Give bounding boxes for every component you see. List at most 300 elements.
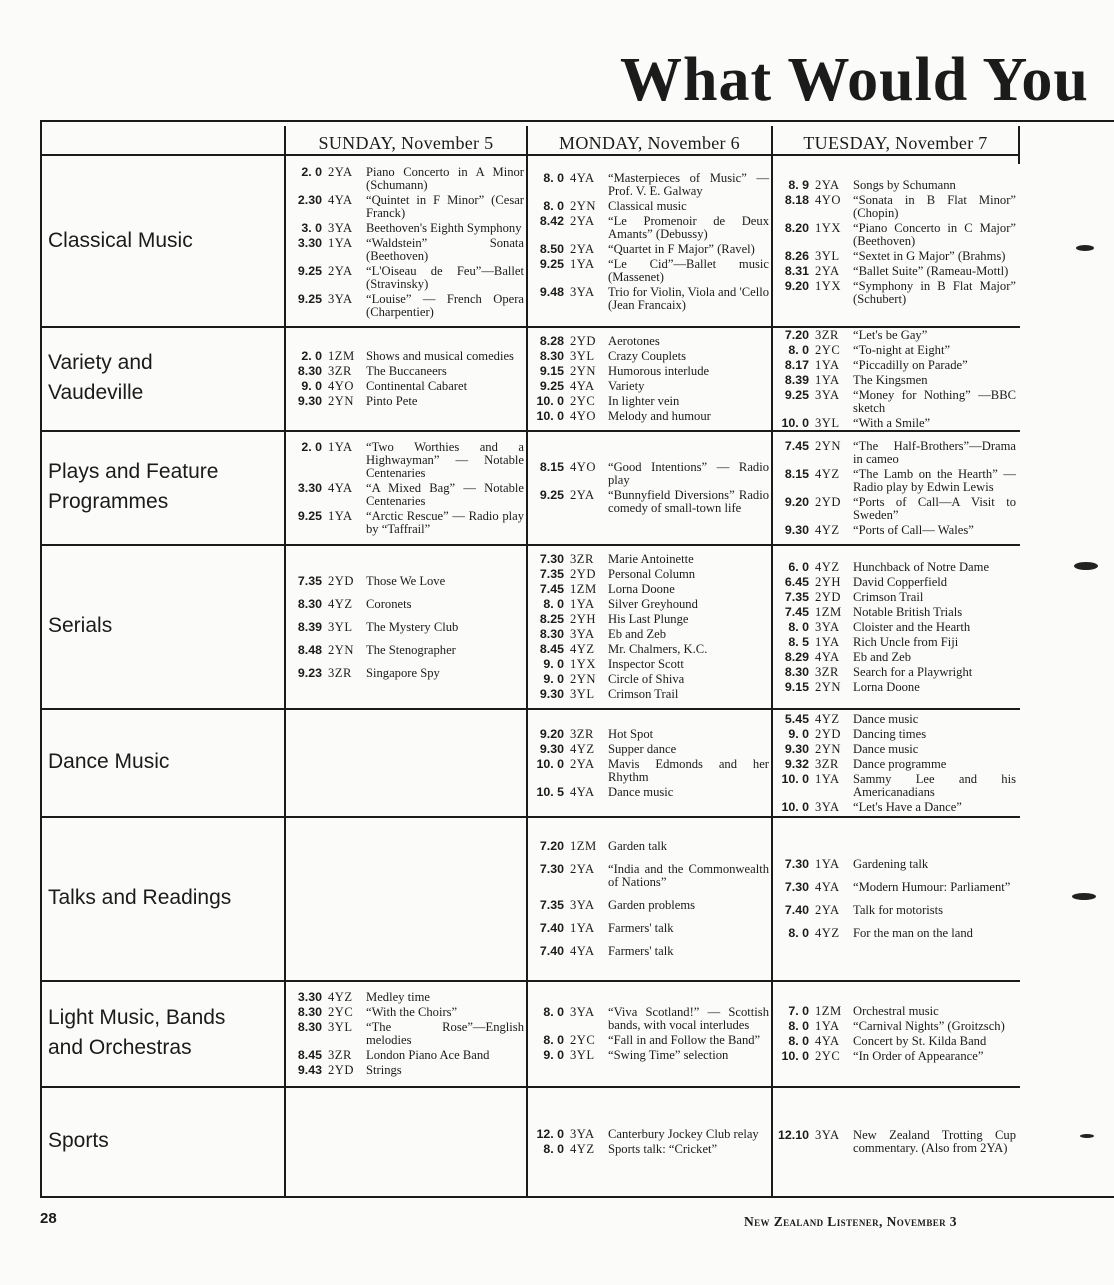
station-code: 2YD [815, 589, 841, 604]
programme-time: 2.30 [297, 192, 322, 207]
programme-time: 10. 0 [536, 394, 564, 408]
publication-footer: New Zealand Listener, November 3 [744, 1214, 957, 1229]
programme-entry [528, 1127, 769, 1142]
programme-title: Garden talk [608, 839, 668, 853]
programme-title: Mr. Chalmers, K.C. [608, 642, 708, 656]
programme-entry [773, 1049, 1016, 1064]
programme-entry [528, 627, 769, 642]
programme-entry [286, 481, 524, 509]
tuesday-cell [773, 1088, 1018, 1196]
programme-time: 7.35 [297, 573, 322, 588]
programme-title: “Waldstein” Sonata (Beethoven) [366, 235, 524, 263]
station-code: 1ZM [570, 839, 597, 853]
category-line: Light Music, Bands [48, 1006, 226, 1029]
programme-time: 12. 0 [536, 1127, 564, 1141]
station-code: 2YH [815, 574, 841, 589]
programme-title: “Piccadilly on Parade” [853, 357, 968, 372]
programme-entry [286, 570, 524, 593]
station-code: 1YA [328, 235, 353, 250]
programme-entry [528, 657, 769, 672]
programme-time: 8. 0 [788, 342, 809, 357]
station-code: 4YZ [570, 741, 595, 756]
station-code: 4YA [570, 784, 595, 799]
station-code: 3YL [570, 687, 595, 701]
programme-title: Supper dance [608, 741, 677, 756]
programme-time: 8.25 [539, 612, 564, 626]
station-code: 2YA [570, 242, 595, 256]
station-code: 4YA [328, 192, 353, 207]
programme-time: 9.25 [297, 291, 322, 306]
table-left-rule [40, 120, 42, 1198]
programme-time: 8. 0 [788, 926, 809, 940]
programme-time: 7.30 [784, 880, 809, 894]
programme-entry [528, 285, 769, 313]
programme-time: 2. 0 [301, 439, 322, 454]
station-code: 3ZR [328, 665, 352, 680]
station-code: 3ZR [570, 726, 594, 741]
programme-title: Singapore Spy [366, 665, 440, 680]
tuesday-cell [773, 432, 1018, 544]
programme-time: 7.30 [539, 862, 564, 876]
station-code: 3YA [570, 285, 595, 299]
category-line: Vaudeville [48, 381, 144, 404]
programme-title: Search for a Playwright [853, 664, 973, 679]
programme-title: “The Rose”—English melodies [366, 1020, 524, 1047]
category-label-text [48, 1126, 109, 1156]
page-headline: What Would You [620, 46, 1089, 114]
programme-time: 3. 0 [301, 220, 322, 235]
programme-entry [528, 257, 769, 285]
programme-title: “Sonata in B Flat Minor” (Chopin) [853, 192, 1016, 220]
programme-entry [286, 990, 524, 1005]
programme-entry [528, 742, 769, 757]
programme-entry [773, 635, 1016, 650]
station-code: 2YN [570, 672, 596, 686]
station-code: 4YO [815, 192, 841, 207]
programme-title: Those We Love [366, 573, 446, 588]
programme-entry [528, 242, 769, 257]
programme-entry [773, 523, 1016, 538]
programme-time: 7.20 [784, 327, 809, 342]
programme-entry [286, 236, 524, 264]
programme-title: Inspector Scott [608, 657, 684, 671]
programme-entry [528, 364, 769, 379]
programme-time: 8. 0 [788, 1019, 809, 1033]
category-label [48, 980, 283, 1086]
programme-title: Crazy Couplets [608, 349, 686, 363]
sunday-cell [286, 328, 526, 430]
programme-title: “Le Cid”—Ballet music (Massenet) [608, 257, 769, 284]
programme-title: Canterbury Jockey Club relay [608, 1127, 759, 1141]
programme-time: 7.35 [539, 898, 564, 912]
programme-entry [528, 171, 769, 199]
station-code: 4YZ [815, 559, 840, 574]
programme-entry [773, 620, 1016, 635]
programme-title: “Ports of Call— Wales” [853, 522, 974, 537]
programme-title: “A Mixed Bag” — Notable Centenaries [366, 480, 524, 508]
station-code: 3ZR [328, 364, 352, 378]
programme-title: Farmers' talk [608, 944, 674, 958]
programme-time: 8. 9 [788, 177, 809, 192]
station-code: 2YD [328, 573, 354, 588]
station-code: 3YA [570, 1005, 595, 1019]
scan-speck [1076, 245, 1094, 251]
programme-time: 9. 0 [543, 657, 564, 671]
station-code: 4YA [815, 880, 840, 894]
programme-time: 8. 0 [788, 1034, 809, 1048]
category-line: Serials [48, 614, 113, 637]
programme-title: Beethoven's Eighth Symphony [366, 220, 522, 235]
programme-title: Shows and musical comedies [366, 349, 514, 363]
sunday-cell [286, 982, 526, 1086]
monday-cell [528, 982, 771, 1086]
category-label-text [48, 611, 112, 641]
tuesday-cell [773, 982, 1018, 1086]
programme-entry [773, 495, 1016, 523]
programme-title: Dance music [853, 711, 919, 726]
station-code: 1ZM [815, 1004, 842, 1018]
station-code: 1YA [328, 439, 353, 454]
station-code: 1YA [815, 771, 840, 786]
programme-entry [773, 358, 1016, 373]
programme-title: Hot Spot [608, 726, 654, 741]
programme-entry [528, 1142, 769, 1157]
programme-time: 9.30 [539, 741, 564, 756]
programme-title: Strings [366, 1063, 402, 1077]
programme-title: Lorna Doone [608, 582, 675, 596]
programme-time: 9.25 [784, 387, 809, 402]
programme-time: 9.43 [297, 1063, 322, 1077]
programme-time: 5.45 [784, 711, 809, 726]
programme-title: Marie Antoinette [608, 552, 694, 566]
programme-title: Concert by St. Kilda Band [853, 1034, 987, 1048]
programme-entry [528, 1048, 769, 1063]
category-label-text [48, 226, 193, 256]
programme-entry [773, 1128, 1016, 1156]
programme-title: “Two Worthies and a Highwayman” — Notable Centenaries [366, 439, 524, 480]
programme-time: 8. 0 [543, 199, 564, 213]
programme-title: “Arctic Rescue” — Radio play by “Taffrail” [366, 508, 524, 536]
station-code: 4YO [570, 460, 596, 474]
programme-title: Aerotones [608, 334, 660, 348]
station-code: 3ZR [815, 756, 839, 771]
programme-title: “With a Smile” [853, 415, 931, 430]
programme-title: “Sextet in G Major” (Brahms) [853, 248, 1006, 263]
programme-grid [40, 120, 1114, 1198]
programme-time: 10. 0 [781, 799, 809, 814]
programme-title: Piano Concerto in A Minor (Schumann) [366, 164, 524, 192]
station-code: 3YL [328, 1020, 353, 1034]
station-code: 1YX [815, 220, 841, 235]
programme-entry [286, 616, 524, 639]
programme-time: 8.39 [297, 619, 322, 634]
programme-entry [528, 552, 769, 567]
programme-time: 8.26 [784, 248, 809, 263]
programme-entry [286, 440, 524, 481]
tuesday-cell [773, 546, 1018, 708]
programme-title: Gardening talk [853, 857, 929, 871]
programme-entry [773, 650, 1016, 665]
programme-title: Pinto Pete [366, 394, 418, 408]
programme-entry [528, 757, 769, 785]
monday-cell [528, 158, 771, 326]
programme-entry [773, 279, 1016, 307]
programme-time: 2. 0 [301, 164, 322, 179]
programme-time: 10. 0 [781, 415, 809, 430]
programme-title: “With the Choirs” [366, 1005, 458, 1019]
programme-time: 9.20 [784, 494, 809, 509]
programme-time: 8. 0 [543, 1142, 564, 1156]
monday-cell [528, 328, 771, 430]
programme-title: Personal Column [608, 567, 696, 581]
programme-title: “Fall in and Follow the Band” [608, 1033, 761, 1047]
station-code: 2YC [815, 1049, 841, 1063]
programme-entry [773, 1004, 1016, 1019]
station-code: 2YC [570, 1033, 596, 1047]
station-code: 2YD [570, 567, 596, 581]
programme-entry [773, 416, 1016, 431]
station-code: 1YA [328, 508, 353, 523]
programme-title: Trio for Violin, Viola and 'Cello (Jean Francaix) [608, 285, 769, 312]
programme-time: 12.10 [777, 1128, 809, 1142]
programme-entry [773, 373, 1016, 388]
programme-title: Silver Greyhound [608, 597, 698, 611]
programme-entry [773, 590, 1016, 605]
programme-title: Melody and humour [608, 409, 711, 423]
programme-entry [773, 178, 1016, 193]
day-header-sunday: SUNDAY, November 5 [318, 133, 494, 153]
programme-entry [773, 757, 1016, 772]
station-code: 3YA [570, 898, 595, 912]
programme-time: 8.18 [784, 192, 809, 207]
programme-entry [773, 712, 1016, 727]
station-code: 1YA [570, 921, 595, 935]
station-code: 1YA [570, 597, 595, 611]
programme-entry [286, 292, 524, 320]
programme-entry [286, 1063, 524, 1078]
station-code: 3ZR [815, 664, 839, 679]
monday-cell [528, 546, 771, 708]
station-code: 2YA [570, 862, 595, 876]
programme-time: 9.15 [539, 364, 564, 378]
programme-entry [528, 835, 769, 858]
programme-time: 8.45 [539, 642, 564, 656]
station-code: 4YA [570, 379, 595, 393]
station-code: 2YA [570, 214, 595, 228]
programme-time: 8. 0 [543, 171, 564, 185]
programme-entry [528, 612, 769, 627]
programme-title: “The Lamb on the Hearth” — Radio play by Edwin Lewis [853, 466, 1016, 494]
station-code: 2YN [815, 679, 841, 694]
category-line: Programmes [48, 490, 169, 513]
programme-title: Cloister and the Hearth [853, 619, 971, 634]
programme-entry [773, 772, 1016, 800]
category-label [48, 708, 283, 816]
programme-entry [528, 567, 769, 582]
programme-time: 9.23 [297, 665, 322, 680]
sunday-cell [286, 710, 526, 816]
programme-entry [773, 727, 1016, 742]
station-code: 4YZ [815, 466, 840, 481]
programme-entry [528, 894, 769, 917]
station-code: 4YZ [815, 711, 840, 726]
programme-title: “Quintet in F Minor” (Cesar Franck) [366, 192, 524, 220]
programme-title: The Stenographer [366, 642, 456, 657]
programme-entry [286, 193, 524, 221]
station-code: 2YA [815, 177, 840, 192]
programme-time: 9. 0 [788, 726, 809, 741]
programme-time: 8.17 [784, 357, 809, 372]
programme-entry [286, 639, 524, 662]
station-code: 2YC [815, 342, 841, 357]
programme-time: 9. 0 [301, 379, 322, 393]
programme-entry [286, 394, 524, 409]
station-code: 3YA [570, 627, 595, 641]
tuesday-cell [773, 818, 1018, 980]
station-code: 4YA [570, 171, 595, 185]
programme-entry [528, 409, 769, 424]
station-code: 1YX [570, 657, 596, 671]
station-code: 2YA [328, 263, 353, 278]
station-code: 3YL [815, 415, 840, 430]
category-line: Plays and Feature [48, 460, 219, 483]
programme-time: 8.31 [784, 263, 809, 278]
programme-time: 9.25 [297, 508, 322, 523]
programme-time: 9. 0 [543, 1048, 564, 1062]
programme-entry [528, 394, 769, 409]
station-code: 1YA [815, 1019, 840, 1033]
programme-time: 8.48 [297, 642, 322, 657]
programme-entry [528, 460, 769, 488]
monday-cell [528, 432, 771, 544]
programme-time: 8.50 [539, 242, 564, 256]
programme-title: Garden problems [608, 898, 696, 912]
programme-time: 8.30 [539, 349, 564, 363]
station-code: 3YA [815, 799, 840, 814]
programme-title: Crimson Trail [853, 589, 924, 604]
station-code: 4YZ [570, 1142, 595, 1156]
programme-entry [773, 742, 1016, 757]
programme-entry [286, 165, 524, 193]
programme-time: 7. 0 [788, 1004, 809, 1018]
station-code: 2YH [570, 612, 596, 626]
station-code: 2YN [328, 394, 354, 408]
station-code: 4YZ [328, 990, 353, 1004]
column-rule-4 [1018, 126, 1020, 164]
programme-title: “India and the Commonwealth of Nations” [608, 862, 769, 889]
programme-time: 8.39 [784, 372, 809, 387]
station-code: 3ZR [570, 552, 594, 566]
programme-entry [286, 509, 524, 537]
category-line: Dance Music [48, 750, 170, 773]
programme-time: 3.30 [297, 480, 322, 495]
scan-speck [1080, 1134, 1094, 1138]
programme-time: 7.45 [784, 604, 809, 619]
programme-time: 9.25 [539, 379, 564, 393]
station-code: 1YA [815, 372, 840, 387]
programme-time: 7.35 [539, 567, 564, 581]
programme-entry [528, 582, 769, 597]
station-code: 2YA [570, 488, 595, 502]
programme-entry [528, 917, 769, 940]
programme-time: 7.30 [539, 552, 564, 566]
programme-time: 8.30 [784, 664, 809, 679]
programme-time: 10. 0 [536, 756, 564, 771]
programme-entry [773, 605, 1016, 620]
programme-time: 3.30 [297, 990, 322, 1004]
programme-time: 9.48 [539, 285, 564, 299]
programme-time: 8. 5 [788, 634, 809, 649]
station-code: 1ZM [328, 349, 355, 363]
monday-cell [528, 1088, 771, 1196]
programme-title: Continental Cabaret [366, 379, 468, 393]
programme-title: “Modern Humour: Parliament” [853, 880, 1011, 894]
programme-title: “Le Promenoir de Deux Amants” (Debussy) [608, 214, 769, 241]
programme-title: Eb and Zeb [608, 627, 667, 641]
programme-time: 10. 0 [536, 409, 564, 423]
programme-entry [773, 328, 1016, 343]
programme-entry [286, 364, 524, 379]
programme-time: 8.28 [539, 334, 564, 348]
programme-time: 8. 0 [543, 597, 564, 611]
programme-title: In lighter vein [608, 394, 680, 408]
programme-title: Sammy Lee and his Americanadians [853, 771, 1016, 799]
programme-title: Dance programme [853, 756, 947, 771]
programme-title: His Last Plunge [608, 612, 689, 626]
category-line: Sports [48, 1129, 109, 1152]
programme-entry [528, 858, 769, 894]
programme-entry [286, 349, 524, 364]
station-code: 2YC [328, 1005, 354, 1019]
programme-title: “Carnival Nights” (Groitzsch) [853, 1019, 1005, 1033]
programme-time: 8.42 [539, 214, 564, 228]
programme-entry [528, 785, 769, 800]
station-code: 2YD [815, 494, 841, 509]
programme-time: 10. 0 [781, 1049, 809, 1063]
station-code: 2YA [815, 263, 840, 278]
station-code: 2YD [570, 334, 596, 348]
programme-time: 10. 5 [536, 784, 564, 799]
programme-time: 7.40 [539, 921, 564, 935]
programme-entry [773, 853, 1016, 876]
programme-title: Crimson Trail [608, 687, 679, 701]
programme-entry [773, 439, 1016, 467]
sunday-cell [286, 818, 526, 980]
programme-title: “Let's be Gay” [853, 327, 928, 342]
programme-time: 2. 0 [301, 349, 322, 363]
programme-title: “Money for Nothing” —BBC sketch [853, 387, 1016, 415]
programme-title: The Mystery Club [366, 619, 459, 634]
programme-title: Notable British Trials [853, 604, 963, 619]
programme-time: 9.25 [539, 488, 564, 502]
programme-entry [773, 665, 1016, 680]
station-code: 1ZM [815, 604, 842, 619]
programme-title: “Swing Time” selection [608, 1048, 729, 1062]
category-label-text [48, 457, 218, 517]
tuesday-cell [773, 158, 1018, 326]
programme-entry [528, 1033, 769, 1048]
programme-title: “Symphony in B Flat Major” (Schubert) [853, 278, 1016, 306]
category-label [48, 156, 283, 326]
monday-cell [528, 710, 771, 816]
programme-title: The Kingsmen [853, 372, 928, 387]
programme-time: 8.30 [539, 627, 564, 641]
programme-time: 9.30 [784, 741, 809, 756]
programme-entry [773, 922, 1016, 945]
programme-title: Dancing times [853, 726, 927, 741]
station-code: 4YA [815, 649, 840, 664]
programme-title: Coronets [366, 596, 412, 611]
